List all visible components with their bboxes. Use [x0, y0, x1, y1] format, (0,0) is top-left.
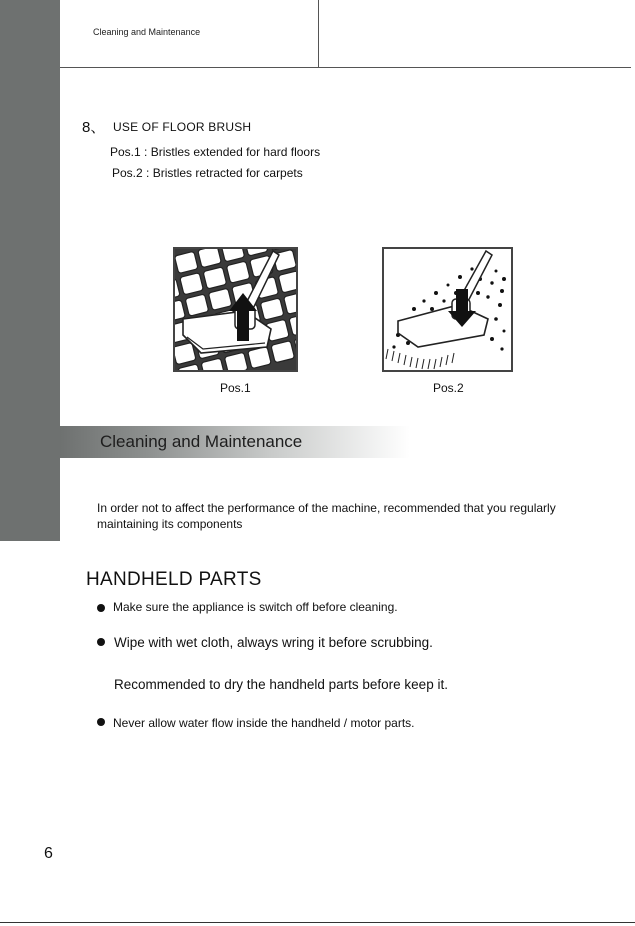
banner-title: Cleaning and Maintenance	[100, 432, 303, 451]
handheld-parts-heading: HANDHELD PARTS	[86, 569, 262, 590]
figure-caption-pos2: Pos.2	[433, 381, 464, 395]
figure-caption-pos1: Pos.1	[220, 381, 251, 395]
page-number: 6	[44, 845, 53, 862]
pos2-description: Pos.2 : Bristles retracted for carpets	[112, 166, 303, 180]
handheld-item: Wipe with wet cloth, always wring it before scrubbing.	[114, 635, 433, 650]
running-head: Cleaning and Maintenance	[93, 27, 201, 37]
section-number: 8、	[82, 119, 106, 136]
handheld-item: Make sure the appliance is switch off before cleaning.	[113, 600, 398, 614]
floor-brush-hard-floor-illustration	[173, 247, 298, 372]
sidebar-band	[0, 0, 60, 541]
header-divider	[318, 0, 319, 67]
bullet-icon	[97, 718, 105, 726]
handheld-item: Never allow water flow inside the handheld / motor parts.	[113, 716, 415, 730]
handheld-item: Recommended to dry the handheld parts before keep it.	[114, 677, 448, 692]
maintenance-intro: In order not to affect the performance of the machine, recommended that you regularly maintaining its components	[97, 501, 556, 531]
bullet-icon	[97, 638, 105, 646]
header-rule	[60, 67, 631, 68]
section-title: USE OF FLOOR BRUSH	[113, 120, 252, 134]
floor-brush-carpet-illustration	[382, 247, 513, 372]
bullet-icon	[97, 604, 105, 612]
bottom-rule	[0, 922, 635, 923]
pos1-description: Pos.1 : Bristles extended for hard floors	[110, 145, 321, 159]
